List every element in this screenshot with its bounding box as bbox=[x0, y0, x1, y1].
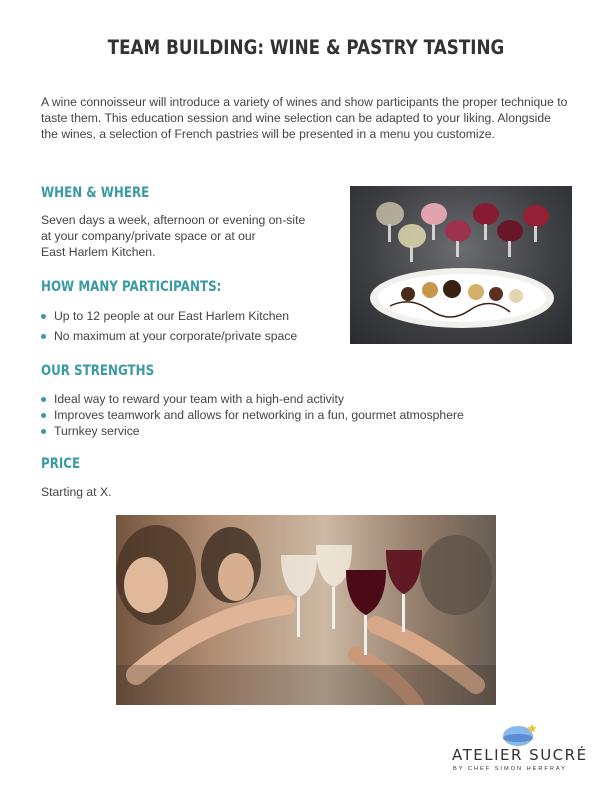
logo-tagline: BY CHEF SIMON HERFRAY bbox=[453, 766, 567, 772]
list-item: No maximum at your corporate/private space bbox=[41, 328, 297, 344]
atelier-sucre-logo bbox=[452, 720, 588, 780]
list-item: Up to 12 people at our East Harlem Kitchen bbox=[41, 308, 297, 324]
price-text: Starting at X. bbox=[41, 485, 112, 499]
strengths-heading: OUR STRENGTHS bbox=[41, 363, 155, 379]
list-item: Ideal way to reward your team with a high-end activity bbox=[41, 391, 464, 407]
when-where-heading: WHEN & WHERE bbox=[41, 185, 150, 201]
when-where-line: Seven days a week, afternoon or evening on-site bbox=[41, 213, 306, 227]
toast-illustration bbox=[116, 515, 496, 705]
when-where-text bbox=[41, 212, 341, 260]
wine-pastry-illustration bbox=[350, 186, 572, 344]
participants-list bbox=[41, 308, 297, 348]
list-item: Turnkey service bbox=[41, 423, 464, 439]
page-title: TEAM BUILDING: WINE & PASTRY TASTING bbox=[107, 36, 505, 59]
toast-photo bbox=[116, 515, 496, 705]
when-where-line: East Harlem Kitchen. bbox=[41, 245, 156, 259]
when-where-line: at your company/private space or at our bbox=[41, 229, 256, 243]
strengths-list bbox=[41, 391, 464, 439]
intro-paragraph: A wine connoisseur will introduce a variety of wines and show participants the proper technique to taste them. This education session and wine selection can be adapted to your liking. Alongside the wines, a selection of French pastries will be presented in a menu you customize. bbox=[41, 95, 568, 141]
price-heading: PRICE bbox=[41, 456, 81, 472]
participants-heading: HOW MANY PARTICIPANTS: bbox=[41, 279, 222, 295]
wine-pastry-photo bbox=[350, 186, 572, 344]
logo-name: ATELIER SUCRÉ bbox=[452, 746, 588, 764]
list-item: Improves teamwork and allows for networking in a fun, gourmet atmosphere bbox=[41, 407, 464, 423]
